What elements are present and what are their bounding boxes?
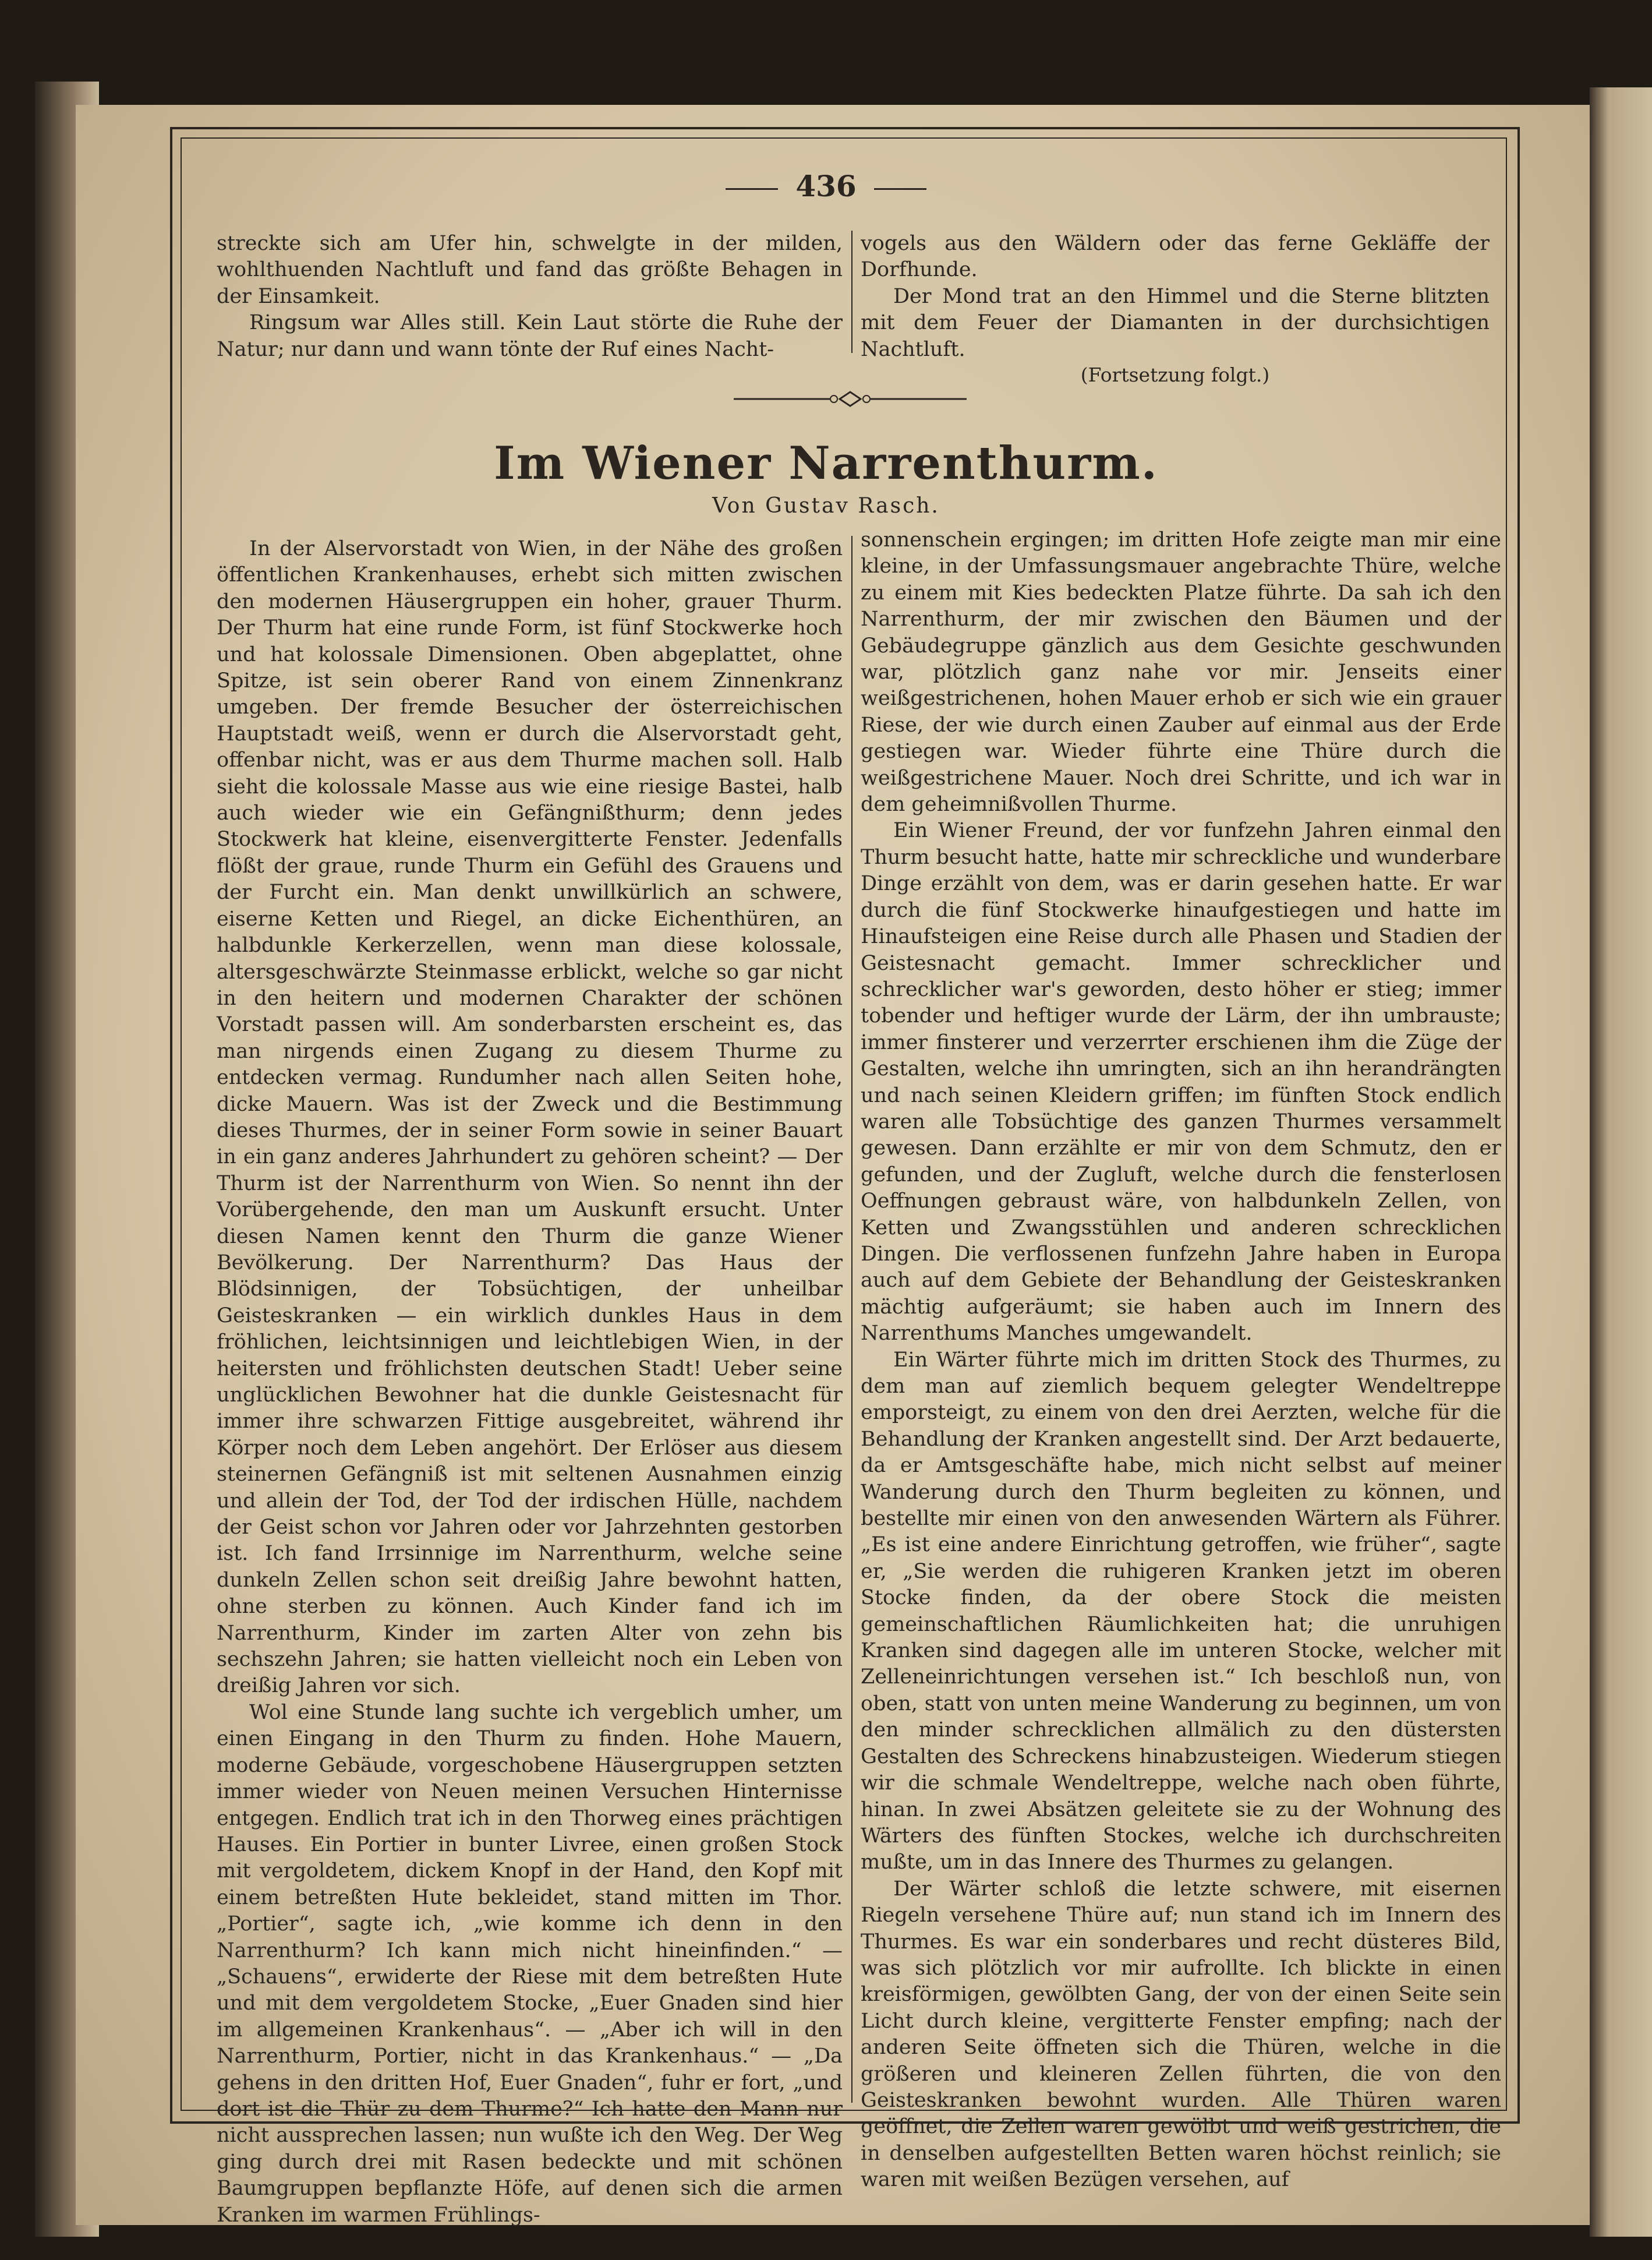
- paragraph: vogels aus den Wäldern oder das ferne Gekläffe der Dorfhunde.: [861, 232, 1490, 282]
- section-divider-ornament: [734, 390, 967, 408]
- paragraph: Ein Wiener Freund, der vor funfzehn Jahren einmal den Thurm besucht hatte, hatte mir schreckliche und wunderbare Dinge erzählt von dem, was er darin gesehen hatte. Er war durch die fünf Stockwerke hinaufgestiegen und hatte im Hinaufsteigen eine Reise durch alle Phasen und Stadien der Geistesnacht gemacht. Immer schrecklicher und schrecklicher war's geworden, desto höher er stieg; immer tobender und heftiger wurde der Lärm, der ihn umbrauste; immer finsterer und verzerrter erschienen ihm die Züge der Gestalten, welche ihn umringten, sich an ihn herandrängten und nach seinen Kleidern griffen; im fünften Stock endlich waren alle Tobsüchtige des ganzen Thurmes versammelt gewesen. Dann erzählte er mir von dem Schmutz, den er gefunden, und der Zugluft, welche durch die fensterlosen Oeffnungen gebraust wäre, von halbdunkeln Zellen, von Ketten und Zwangsstühlen und anderen schrecklichen Dingen. Die verflossenen funfzehn Jahre haben in Europa auch auf dem Gebiete der Behandlung der Geisteskranken mächtig aufgeräumt; sie haben auch im Innern des Narrenthums Manches umgewandelt.: [861, 819, 1501, 1346]
- page-number-text: 436: [795, 169, 857, 203]
- paragraph: Der Wärter schloß die letzte schwere, mit eisernen Riegeln versehene Thüre auf; nun stand ich im Innern des Thurmes. Es war ein sonderbares und recht düsteres Bild, was sich plötzlich vor mir aufrollte. Ich blickte in einen kreisförmigen, gewölbten Gang, der von der einen Seite sein Licht durch kleine, vergitterte Fenster empfing; nach der anderen Seite öffneten sich die Thüren, welche in die größeren und kleineren Zellen führten, die von den Geisteskranken bewohnt wurden. Alle Thüren waren geöffnet, die Zellen waren gewölbt und weiß gestrichen, die in denselben aufgestellten Betten waren höchst reinlich; sie waren mit weißen Bezügen versehen, auf: [861, 1877, 1501, 2192]
- paragraph: In der Alservorstadt von Wien, in der Nähe des großen öffentlichen Krankenhauses, erhebt sich mitten zwischen den modernen Häusergruppen ein hoher, grauer Thurm. Der Thurm hat eine runde Form, ist fünf Stockwerke hoch und hat kolossale Dimensionen. Oben abgeplattet, ohne Spitze, ist sein oberer Rand von einem Zinnenkranz umgeben. Der fremde Besucher der österreichischen Hauptstadt weiß, wenn er durch die Alservorstadt geht, offenbar nicht, was er aus dem Thurme machen soll. Halb sieht die kolossale Masse aus wie eine riesige Bastei, halb auch wieder wie ein Gefängnißthurm; denn jedes Stockwerk hat kleine, eisenvergitterte Fenster. Jedenfalls flößt der graue, runde Thurm ein Gefühl des Grauens und der Furcht ein. Man denkt unwillkürlich an schwere, eiserne Ketten und Riegel, an dicke Eichenthüren, an halbdunkle Kerkerzellen, wenn man diese kolossale, altersgeschwärzte Steinmasse erblickt, welche so gar nicht in den heitern und modernen Charakter der schönen Vorstadt passen will. Am sonderbarsten erscheint es, das man nirgends einen Zugang zu diesem Thurme zu entdecken vermag. Rundumher nach allen Seiten hohe, dicke Mauern. Was ist der Zweck und die Bestimmung dieses Thurmes, der in seiner Form sowie in seiner Bauart in ein ganz anderes Jahrhundert zu gehören scheint? — Der Thurm ist der Narrenthurm von Wien. So nennt ihn der Vorübergehende, den man um Auskunft ersucht. Unter diesen Namen kennt den Thurm die ganze Wiener Bevölkerung. Der Narrenthurm? Das Haus der Blödsinnigen, der Tobsüchtigen, der unheilbar Geisteskranken — ein wirklich dunkles Haus in dem fröhlichen, leichtsinnigen und leichtlebigen Wien, in der heitersten und fröhlichsten deutschen Stadt! Ueber seine unglücklichen Bewohner hat die dunkle Geistesnacht für immer ihre schwarzen Fittige ausgebreitet, während ihr Körper noch dem Leben angehört. Der Erlöser aus diesem steinernen Gefängniß ist mit seltenen Ausnahmen einzig und allein der Tod, der Tod der irdischen Hülle, nachdem der Geist schon vor Jahren oder vor Jahrzehnten gestorben ist. Ich fand Irrsinnige im Narrenthurm, welche seine dunkeln Zellen schon seit dreißig Jahre bewohnt hatten, ohne sterben zu können. Auch Kinder fand ich im Narrenthurm, Kinder im zarten Alter von zehn bis sechszehn Jahren; sie hatten vielleicht noch ein Leben von dreißig Jahren vor sich.: [217, 537, 843, 1698]
- article-right-column: [861, 527, 1501, 2192]
- article-left-column: [217, 536, 843, 2227]
- paragraph: Ein Wärter führte mich im dritten Stock des Thurmes, zu dem man auf ziemlich bequem gelegter Wendeltreppe emporsteigt, zu einem von den drei Aerzten, welche für die Behandlung der Kranken angestellt sind. Der Arzt bedauerte, da er Amtsgeschäfte habe, mich nicht selbst auf meiner Wanderung durch den Thurm begleiten zu können, und bestellte mir einen von den anwesenden Wärtern als Führer. „Es ist eine andere Einrichtung getroffen, wie früher“, sagte er, „Sie werden die ruhigeren Kranken jetzt im oberen Stocke finden, da der obere Stock die meisten gemeinschaftlichen Räumlichkeiten hat; die unruhigen Kranken sind dagegen alle im unteren Stocke, welcher mit Zelleneinrichtungen versehen ist.“ Ich beschloß nun, von oben, statt von unten meine Wanderung zu beginnen, um von den minder schrecklichen allmälich zu den düstersten Gestalten des Schreckens hinabzusteigen. Wiederum stiegen wir die schmale Wendeltreppe, welche nach oben führte, hinan. In zwei Absätzen geleitete sie zu der Wohnung des Wärters des fünften Stockes, welche ich durchschreiten mußte, um in das Innere des Thurmes zu gelangen.: [861, 1348, 1501, 1874]
- previous-story-right-column: [861, 231, 1490, 394]
- paragraph: streckte sich am Ufer hin, schwelgte in der milden, wohlthuenden Nachtluft und fand das größte Behagen in der Einsamkeit.: [217, 232, 843, 308]
- paragraph: sonnenschein ergingen; im dritten Hofe zeigte man mir eine kleine, in der Umfassungsmauer angebrachte Thüre, welche zu einem mit Kies bedeckten Platze führte. Da sah ich den Narrenthurm, der mir zwischen den Bäumen und der Gebäudegruppe gänzlich aus dem Gesichte geschwunden war, plötzlich ganz nahe vor mir. Jenseits einer weißgestrichenen, hohen Mauer erhob er sich wie ein grauer Riese, der wie durch einen Zauber auf einmal aus der Erde gestiegen war. Wieder führte eine Thüre durch die weißgestrichene Mauer. Noch drei Schritte, und ich war in dem geheimnißvollen Thurme.: [861, 528, 1501, 817]
- paragraph: Wol eine Stunde lang suchte ich vergeblich umher, um einen Eingang in den Thurm zu finden. Hohe Mauern, moderne Gebäude, vorgeschobene Häusergruppen setzten immer wieder von Neuen meinen Versuchen Hinternisse entgegen. Endlich trat ich in den Thorweg eines prächtigen Hauses. Ein Portier in bunter Livree, einen großen Stock mit vergoldetem, dickem Knopf in der Hand, den Kopf mit einem betreßten Hute bekleidet, stand mitten im Thor. „Portier“, sagte ich, „wie komme ich denn in den Narrenthurm? Ich kann mich nicht hineinfinden.“ — „Schauens“, erwiderte der Riese mit dem betreßten Hute und mit dem vergoldetem Stocke, „Euer Gnaden sind hier im allgemeinen Krankenhaus“. — „Aber ich will in den Narrenthurm, Portier, nicht in das Krankenhaus.“ — „Da gehens in den dritten Hof, Euer Gnaden“, fuhr er fort, „und dort ist die Thür zu dem Thurme?“ Ich hatte den Mann nur nicht aussprechen lassen; nun wußte ich den Weg. Der Weg ging durch drei mit Rasen bedeckte und mit schönen Baumgruppen bepflanzte Höfe, auf denen sich die armen Kranken im warmen Frühlings-: [217, 1700, 843, 2227]
- ornament-left: [726, 188, 778, 190]
- article-title: Im Wiener Narrenthurm.: [494, 437, 1158, 490]
- continued-note: (Fortsetzung folgt.): [1080, 363, 1270, 387]
- column-rule: [851, 231, 852, 353]
- next-page-edge: [1590, 87, 1652, 2237]
- column-rule: [851, 536, 852, 2103]
- paragraph: Ringsum war Alles still. Kein Laut störte die Ruhe der Natur; nur dann und wann tönte der Ruf eines Nacht-: [217, 311, 843, 361]
- ornament-right: [874, 188, 926, 190]
- previous-story-left-column: [217, 231, 843, 365]
- paragraph: Der Mond trat an den Himmel und die Sterne blitzten mit dem Feuer der Diamanten in der durchsichtigen Nachtluft.: [861, 284, 1490, 361]
- page-number: [0, 169, 1652, 203]
- article-byline: Von Gustav Rasch.: [712, 494, 940, 518]
